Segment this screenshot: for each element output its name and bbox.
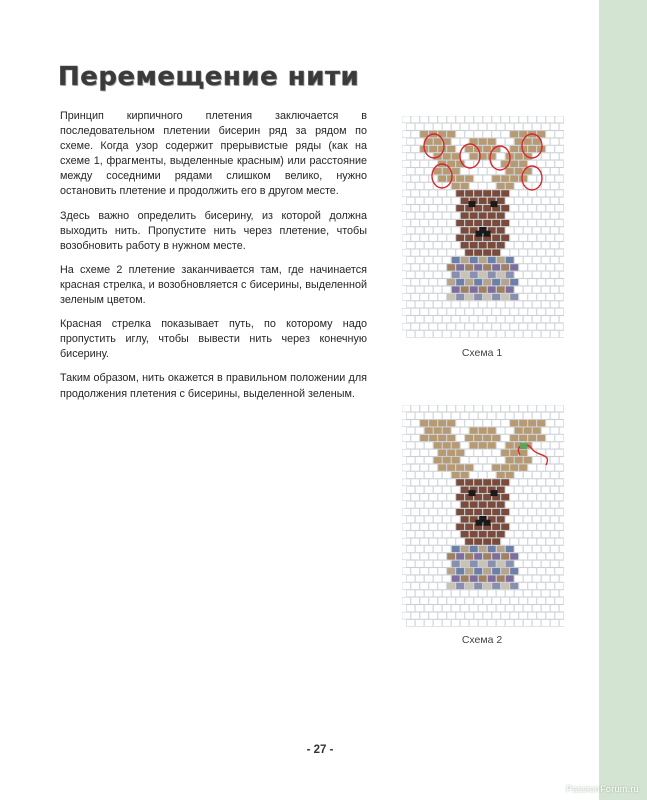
page-number: - 27 - <box>306 744 334 756</box>
scheme-2-bead-grid <box>402 405 564 627</box>
paragraph-5: Таким образом, нить окажется в правильном положении для продолжения плетения с бисерины, выделенной зеленым. <box>60 372 367 400</box>
scheme-1-bead-grid <box>402 116 564 338</box>
page-title: Перемещение нити <box>58 62 360 92</box>
side-accent-band <box>599 0 647 800</box>
paragraph-1: Принцип кирпичного плетения заключается в последовательном плетении бисерин ряд за рядом по схеме. Когда узор содержит прерывистые ряды (как на схеме 1, фрагменты, выделенные красным) или расстояние между соседними рядами слишком велико, нужно остановить плетение и продолжить его в другом месте. <box>60 110 367 198</box>
paragraph-2: Здесь важно определить бисерину, из которой должна выходить нить. Пропустите нить через плетение, чтобы возобновить работу в нужном месте. <box>60 209 367 252</box>
paragraph-4: Красная стрелка показывает путь, по которому надо пропустить иглу, чтобы вывести нить через конечную бисерину. <box>60 318 367 361</box>
watermark: PassionForum.ru <box>565 784 639 794</box>
paragraph-3: На схеме 2 плетение заканчивается там, где начинается красная стрелка, и возобновляется с бисерины, выделенной зеленым цветом. <box>60 263 367 307</box>
body-text <box>60 109 367 411</box>
scheme-1-figure <box>402 116 564 338</box>
scheme-1-caption: Схема 1 <box>461 347 503 359</box>
scheme-2-figure <box>402 405 564 627</box>
scheme-2-caption: Схема 2 <box>461 634 503 646</box>
